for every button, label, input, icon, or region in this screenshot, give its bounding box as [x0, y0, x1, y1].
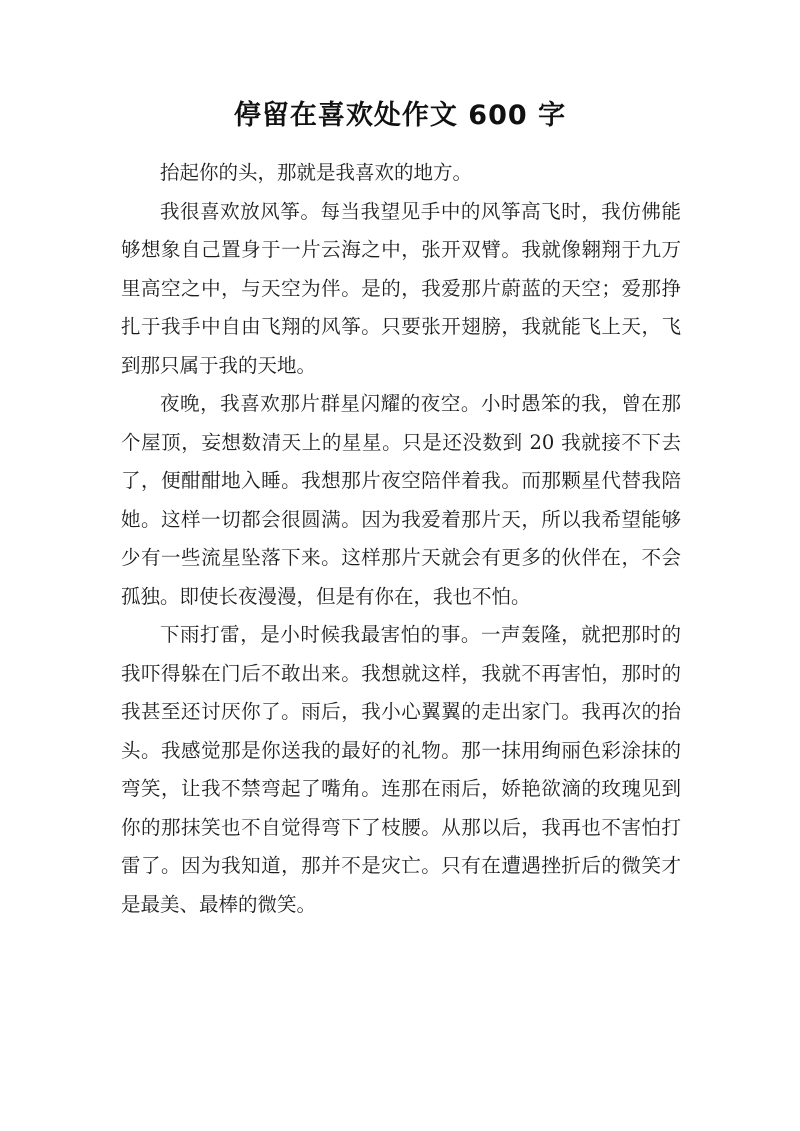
paragraph: 抬起你的头，那就是我喜欢的地方。	[160, 161, 473, 184]
paragraph: 下雨打雷，是小时候我最害怕的事。一声轰隆，就把那时的我吓得躲在门后不敢出来。我想就这样，我就不再害怕，那时的我甚至还讨厌你了。雨后，我小心翼翼的走出家门。我再次的抬头。我感觉那是你送我的最好的礼物。那一抹用绚丽色彩涂抹的弯笑，让我不禁弯起了嘴角。连那在雨后，娇艳欲滴的玫瑰见到你的那抹笑也不自觉得弯下了枝腰。从那以后，我再也不害怕打雷了。因为我知道，那并不是灾亡。只有在遭遇挫折后的微笑才是最美、最棒的微笑。	[121, 623, 681, 916]
paragraph: 我很喜欢放风筝。每当我望见手中的风筝高飞时，我仿佛能够想象自己置身于一片云海之中，张开双臂。我就像翱翔于九万里高空之中，与天空为伴。是的，我爱那片蔚蓝的天空；爱那挣扎于我手中自由飞翔的风筝。只要张开翅膀，我就能飞上天，飞到那只属于我的天地。	[121, 199, 681, 377]
document-body	[121, 154, 681, 924]
document-title: 停留在喜欢处作文 600 字	[233, 100, 567, 131]
paragraph: 夜晚，我喜欢那片群星闪耀的夜空。小时愚笨的我，曾在那个屋顶，妄想数清天上的星星。只是还没数到 20 我就接不下去了，便酣酣地入睡。我想那片夜空陪伴着我。而那颗星代替我陪她。这样一切都会很圆满。因为我爱着那片天，所以我希望能够少有一些流星坠落下来。这样那片天就会有更多的伙伴在，不会孤独。即使长夜漫漫，但是有你在，我也不怕。	[121, 392, 681, 608]
